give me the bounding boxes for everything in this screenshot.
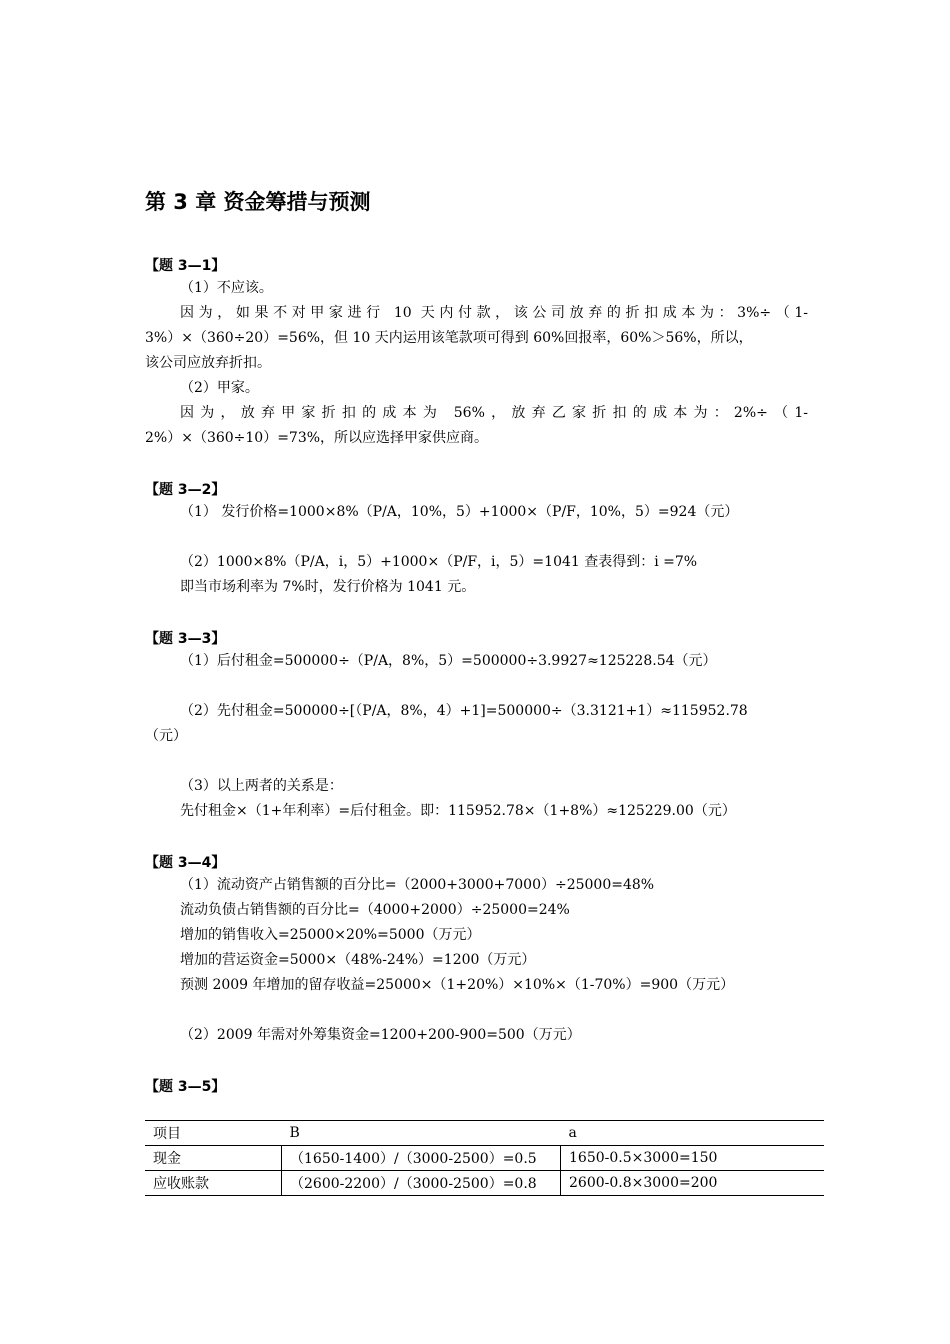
- table-header-cell: a: [568, 1125, 577, 1141]
- table-cell: 1650-0.5×3000=150: [561, 1146, 825, 1171]
- question-heading-3-4: 【题 3—4】: [145, 855, 226, 871]
- table-row: [145, 1171, 824, 1196]
- question-heading-3-3: 【题 3—3】: [145, 631, 226, 647]
- table-row: [145, 1146, 824, 1171]
- table-cell: 2600-0.8×3000=200: [561, 1171, 825, 1196]
- answer-line: （2）先付租金=500000÷[（P/A，8%，4）+1]=500000÷（3.3121+1）≈115952.78: [180, 703, 748, 719]
- answer-line: （1） 发行价格=1000×8%（P/A，10%，5）+1000×（P/F，10%，5）=924（元）: [180, 504, 739, 520]
- answer-line: （1）不应该。: [180, 280, 273, 296]
- answer-line: 3%）×（360÷20）=56%，但 10 天内运用该笔款项可得到 60%回报率，60%＞56%，所以，: [145, 330, 753, 346]
- answer-line: 预测 2009 年增加的留存收益=25000×（1+20%）×10%×（1-70%）=900（万元）: [180, 977, 735, 993]
- question-heading-3-1: 【题 3—1】: [145, 258, 226, 274]
- table-cell: （1650-1400）/（3000-2500）=0.5: [282, 1146, 561, 1171]
- answer-line: （3）以上两者的关系是：: [180, 778, 343, 794]
- table-cell: （2600-2200）/（3000-2500）=0.8: [282, 1171, 561, 1196]
- answer-line: 增加的营运资金=5000×（48%-24%）=1200（万元）: [180, 952, 536, 968]
- table-header-cell: 项目: [153, 1126, 181, 1142]
- answer-line: 增加的销售收入=25000×20%=5000（万元）: [180, 927, 481, 943]
- table-header-row: [145, 1121, 824, 1146]
- answer-line: （2）2009 年需对外筹集资金=1200+200-900=500（万元）: [180, 1027, 581, 1043]
- answer-line: （1）后付租金=500000÷（P/A，8%，5）=500000÷3.9927≈125228.54（元）: [180, 653, 717, 669]
- answer-line: 因为，放弃甲家折扣的成本为 56%，放弃乙家折扣的成本为：2%÷（1-: [180, 405, 808, 421]
- chapter-title: 第 3 章 资金筹措与预测: [145, 190, 371, 214]
- table-header-cell: B: [289, 1125, 300, 1141]
- answer-line: 即当市场利率为 7%时，发行价格为 1041 元。: [180, 579, 476, 595]
- answer-line: 因为，如果不对甲家进行 10 天内付款，该公司放弃的折扣成本为：3%÷（1-: [180, 305, 808, 321]
- answer-line: （2）1000×8%（P/A，i，5）+1000×（P/F，i，5）=1041 查表得到：i =7%: [180, 554, 698, 570]
- table-cell: 应收账款: [153, 1176, 209, 1192]
- answer-line: 先付租金×（1+年利率）=后付租金。即：115952.78×（1+8%）≈125229.00（元）: [180, 803, 736, 819]
- regression-table: [145, 1120, 824, 1196]
- answer-line: 该公司应放弃折扣。: [145, 355, 271, 371]
- answer-line: （元）: [145, 728, 187, 744]
- answer-line: （2）甲家。: [180, 380, 259, 396]
- answer-line: 2%）×（360÷10）=73%，所以应选择甲家供应商。: [145, 430, 489, 446]
- table-cell: 现金: [153, 1151, 181, 1167]
- question-heading-3-5: 【题 3—5】: [145, 1079, 226, 1095]
- answer-line: 流动负债占销售额的百分比=（4000+2000）÷25000=24%: [180, 902, 570, 918]
- answer-line: （1）流动资产占销售额的百分比=（2000+3000+7000）÷25000=48%: [180, 877, 655, 893]
- question-heading-3-2: 【题 3—2】: [145, 482, 226, 498]
